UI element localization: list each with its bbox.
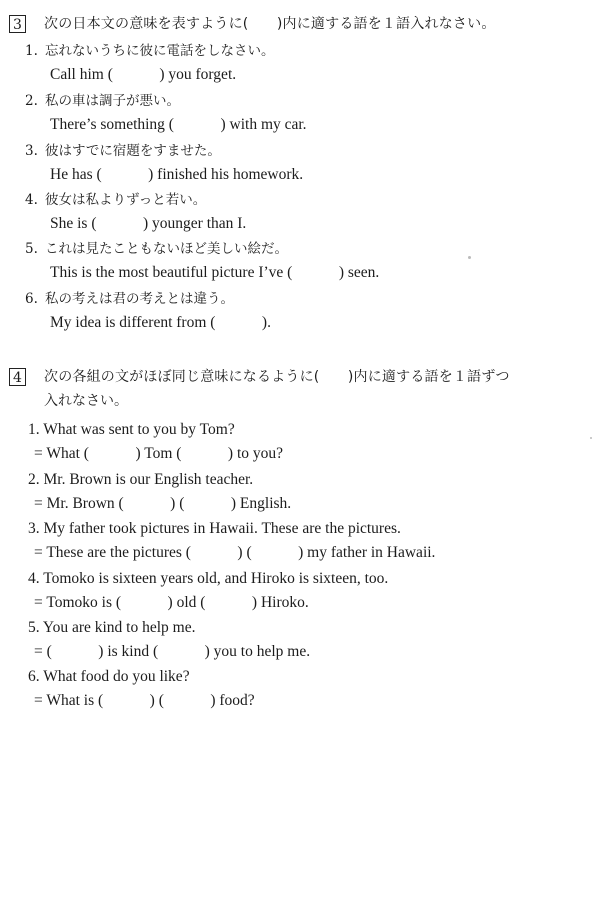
japanese-sentence (25, 141, 221, 161)
source-sentence: 4. Tomoko is sixteen years old, and Hiroko is sixteen, too. (28, 570, 389, 587)
item-number: 5. (25, 241, 38, 257)
item-number: 6. (25, 291, 38, 307)
section-3-item-6 (0, 289, 600, 339)
source-sentence: 6. What food do you like? (28, 668, 190, 685)
section-3-number-box: 3 (9, 15, 26, 33)
rewrite-sentence: = These are the pictures ( ) ( ) my father in Hawaii. (34, 544, 436, 561)
english-sentence: My idea is different from ( ). (50, 314, 271, 331)
section-4-item-5 (0, 618, 600, 668)
section-4-item-4 (0, 569, 600, 619)
english-sentence: He has ( ) finished his homework. (50, 166, 304, 183)
section-3-item-2 (0, 91, 600, 141)
section-3-item-5 (0, 239, 600, 289)
rewrite-sentence: = What is ( ) ( ) food? (34, 692, 255, 709)
source-sentence: 5. You are kind to help me. (28, 619, 196, 636)
section-3-item-3 (0, 141, 600, 191)
section-3-item-1 (0, 41, 600, 91)
english-sentence: This is the most beautiful picture I’ve ( ) seen. (50, 264, 380, 281)
section-4-item-1 (0, 420, 600, 470)
source-sentence: 3. My father took pictures in Hawaii. These are the pictures. (28, 520, 401, 537)
section-4-header (0, 366, 600, 416)
section-4-instruction-line-2: 入れなさい。 (44, 393, 128, 409)
japanese-sentence (25, 41, 275, 61)
japanese-text: 私の考えは君の考えとは違う。 (45, 291, 234, 307)
japanese-sentence (25, 239, 288, 259)
japanese-sentence (25, 190, 206, 210)
rewrite-sentence: = What ( ) Tom ( ) to you? (34, 445, 284, 462)
item-number: 2. (25, 93, 38, 109)
section-4-item-6 (0, 667, 600, 717)
rewrite-sentence: = Tomoko is ( ) old ( ) Hiroko. (34, 594, 309, 611)
item-number: 4. (25, 192, 38, 208)
section-4-number-box: 4 (9, 368, 26, 386)
source-sentence: 1. What was sent to you by Tom? (28, 421, 235, 438)
scan-speck (590, 437, 592, 439)
rewrite-sentence: = ( ) is kind ( ) you to help me. (34, 643, 311, 660)
section-3-header (0, 13, 600, 37)
section-3 (0, 13, 600, 331)
section-4-item-2 (0, 470, 600, 520)
section-4-instruction-line-1: 次の各組の文がほぼ同じ意味になるように( )内に適する語を１語ずつ (44, 369, 510, 385)
section-3-instruction: 次の日本文の意味を表すように( )内に適する語を１語入れなさい。 (44, 16, 496, 32)
japanese-text: これは見たこともないほど美しい絵だ。 (45, 241, 288, 257)
japanese-text: 彼女は私よりずっと若い。 (45, 192, 207, 208)
japanese-text: 彼はすでに宿題をすませた。 (45, 143, 221, 159)
japanese-text: 私の車は調子が悪い。 (45, 93, 180, 109)
section-4 (0, 366, 600, 709)
english-sentence: Call him ( ) you forget. (50, 66, 237, 83)
japanese-sentence (25, 91, 180, 111)
english-sentence: She is ( ) younger than I. (50, 215, 247, 232)
section-4-item-3 (0, 519, 600, 569)
rewrite-sentence: = Mr. Brown ( ) ( ) English. (34, 495, 292, 512)
item-number: 3. (25, 143, 38, 159)
japanese-sentence (25, 289, 234, 309)
japanese-text: 忘れないうちに彼に電話をしなさい。 (45, 43, 275, 59)
section-3-item-4 (0, 190, 600, 240)
scan-speck (468, 256, 471, 259)
source-sentence: 2. Mr. Brown is our English teacher. (28, 471, 254, 488)
english-sentence: There’s something ( ) with my car. (50, 116, 307, 133)
item-number: 1. (25, 43, 38, 59)
